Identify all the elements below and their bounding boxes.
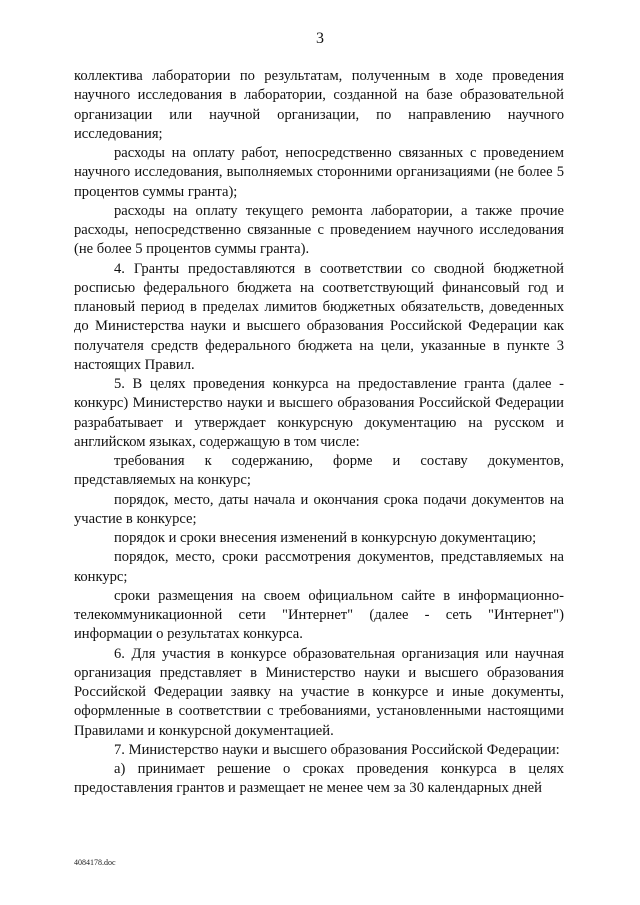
file-name-footer: 4084178.doc bbox=[74, 858, 116, 867]
paragraph: 4. Гранты предоставляются в соответствии со сводной бюджетной росписью федерального бюджета на соответствующий финансовый год и плановый период в пределах лимитов бюджетных обязательств, доведенных до Министерства науки и высшего образования Российской Федерации как получателя средств федерального бюджета на цели, указанные в пункте 3 настоящих Правил. bbox=[74, 260, 564, 373]
page-number: 3 bbox=[316, 30, 324, 47]
paragraph: 6. Для участия в конкурсе образовательная организация или научная организация представляет в Министерство науки и высшего образования Российской Федерации заявку на участие в конкурсе и иные документы, оформленные в соответствии с требованиями, установленными настоящими Правилами и конкурсной документацией. bbox=[74, 645, 564, 739]
paragraph: требования к содержанию, форме и составу документов, представляемых на конкурс; bbox=[74, 453, 564, 489]
document-body bbox=[74, 67, 564, 799]
paragraph: порядок, место, сроки рассмотрения документов, представляемых на конкурс; bbox=[74, 549, 564, 585]
paragraph: расходы на оплату работ, непосредственно связанных с проведением научного исследования, выполняемых сторонними организациями (не более 5 процентов суммы гранта); bbox=[74, 145, 564, 200]
paragraph: сроки размещения на своем официальном сайте в информационно-телекоммуникационной сети "Интернет" (далее - сеть "Интернет") информации о результатах конкурса. bbox=[74, 587, 564, 643]
paragraph: 7. Министерство науки и высшего образования Российской Федерации: bbox=[114, 741, 560, 758]
paragraph: 5. В целях проведения конкурса на предоставление гранта (далее - конкурс) Министерство науки и высшего образования Российской Федерации разрабатывает и утверждает конкурсную документацию на русском и английском языках, содержащую в том числе: bbox=[74, 376, 564, 450]
paragraph: коллектива лаборатории по результатам, полученным в ходе проведения научного исследования в лаборатории, созданной на базе образовательной организации или научной организации, по направлению научного исследования; bbox=[74, 68, 564, 142]
paragraph: а) принимает решение о сроках проведения конкурса в целях предоставления грантов и размещает не менее чем за 30 календарных дней bbox=[74, 761, 564, 797]
paragraph: порядок, место, даты начала и окончания срока подачи документов на участие в конкурсе; bbox=[74, 491, 564, 527]
paragraph: расходы на оплату текущего ремонта лаборатории, а также прочие расходы, непосредственно связанные с проведением научного исследования (не более 5 процентов суммы гранта). bbox=[74, 202, 564, 258]
paragraph: порядок и сроки внесения изменений в конкурсную документацию; bbox=[114, 530, 537, 546]
